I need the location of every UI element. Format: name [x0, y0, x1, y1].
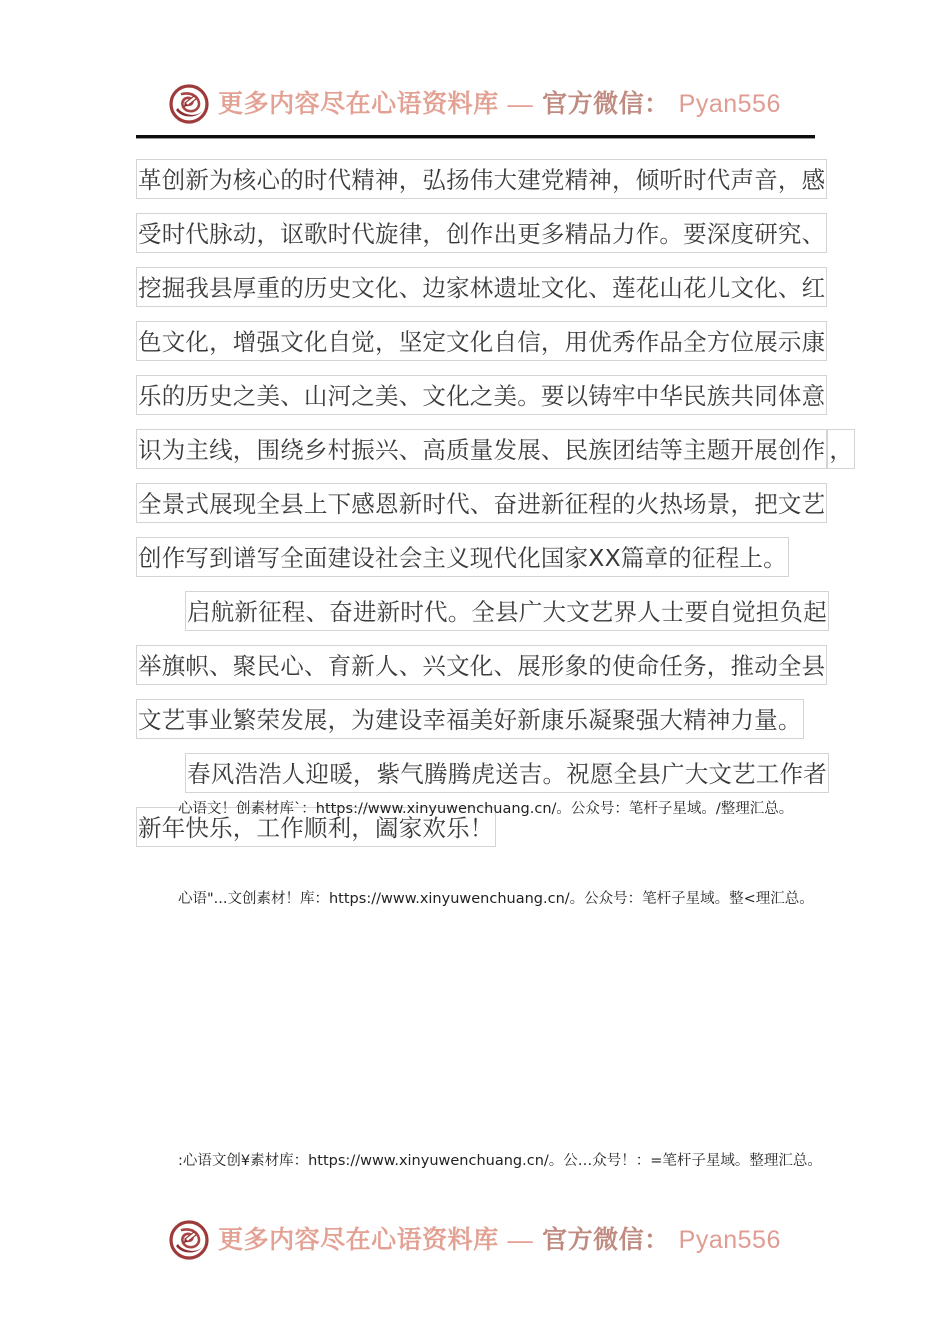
document-line-segment: 新年快乐，工作顺利，阖家欢乐！ [136, 807, 496, 847]
document-line [136, 314, 826, 368]
document-line [136, 692, 826, 746]
watermark-main-text: 更多内容尽在心语资料库 [218, 1226, 499, 1254]
document-line-segment: 举旗帜、聚民心、育新人、兴文化、展形象的使命任务，推动全县 [136, 645, 827, 685]
document-line-segment: 创作写到谱写全面建设社会主义现代化国家XX篇章的征程上。 [136, 537, 789, 577]
document-line [136, 206, 826, 260]
document-line-segment: 全景式展现全县上下感恩新时代、奋进新征程的火热场景，把文艺 [136, 483, 827, 523]
document-line [136, 746, 826, 800]
document-line [136, 422, 854, 476]
watermark-wechat-id: Pyan556 [678, 89, 781, 118]
document-line-segment: 春风浩浩人迎暖，紫气腾腾虎送吉。祝愿全县广大文艺工作者 [185, 753, 829, 793]
watermark-dash: — [507, 1226, 534, 1254]
watermark-official-label: 官方微信： [542, 90, 670, 118]
source-note-1: 心语文！创素材库`：https://www.xinyuwenchuang.cn/。公众号：笔杆子星域。/整理汇总。 [178, 801, 794, 817]
document-line-segment: 识为主线，围绕乡村振兴、高质量发展、民族团结等主题开展创作 [136, 429, 827, 469]
document-line [136, 530, 826, 584]
document-line [136, 368, 826, 422]
watermark-banner-bottom [0, 1212, 950, 1268]
document-line [136, 584, 826, 638]
document-line-segment: 色文化，增强文化自觉，坚定文化自信，用优秀作品全方位展示康 [136, 321, 827, 361]
document-line-segment: 乐的历史之美、山河之美、文化之美。要以铸牢中华民族共同体意 [136, 375, 827, 415]
document-line-segment: 文艺事业繁荣发展，为建设幸福美好新康乐凝聚强大精神力量。 [136, 699, 804, 739]
watermark-banner-top [0, 76, 950, 132]
watermark-wechat-id: Pyan556 [678, 1225, 781, 1254]
document-line-segment: 受时代脉动，讴歌时代旋律，创作出更多精品力作。要深度研究、 [136, 213, 827, 253]
source-note-2: 心语"...文创素材！库：https://www.xinyuwenchuang.cn/。公众号：笔杆子星域。整<理汇总。 [178, 891, 814, 907]
document-line [136, 638, 826, 692]
document-body [136, 152, 854, 854]
document-line [136, 260, 826, 314]
document-line [136, 152, 826, 206]
watermark-main-text: 更多内容尽在心语资料库 [218, 90, 499, 118]
document-line [136, 476, 826, 530]
source-note-3: :心语文创¥素材库：https://www.xinyuwenchuang.cn/。公…众号！：=笔杆子星域。整理汇总。 [178, 1153, 822, 1169]
document-line-segment: 革创新为核心的时代精神，弘扬伟大建党精神，倾听时代声音，感 [136, 159, 827, 199]
document-line-segment: 挖掘我县厚重的历史文化、边家林遗址文化、莲花山花儿文化、红 [136, 267, 827, 307]
brush-circle-logo-icon [169, 84, 209, 124]
watermark-official-label: 官方微信： [542, 1226, 670, 1254]
header-divider [136, 135, 815, 138]
document-line-segment: 启航新征程、奋进新时代。全县广大文艺界人士要自觉担负起 [185, 591, 829, 631]
document-line-segment: ， [827, 429, 855, 469]
brush-circle-logo-icon [169, 1220, 209, 1260]
watermark-dash: — [507, 90, 534, 118]
